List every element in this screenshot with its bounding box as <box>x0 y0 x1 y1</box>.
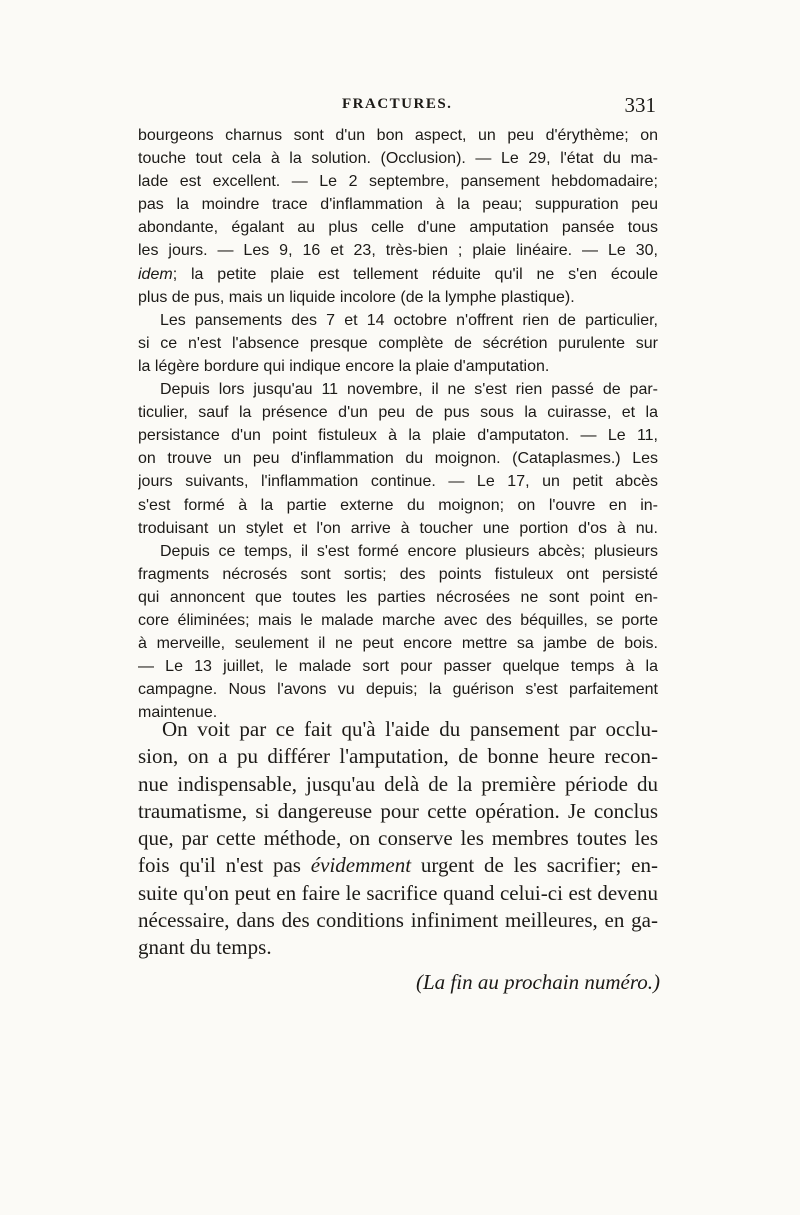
text-line: nécessaire, dans des conditions infiniment meilleures, en ga- <box>138 908 658 933</box>
text-line-evidemment <box>138 852 658 879</box>
text-line: ticulier, sauf la présence d'un peu de pus sous la cuirasse, et la <box>138 404 658 422</box>
text-line: campagne. Nous l'avons vu depuis; la guérison s'est parfaitement <box>138 681 658 699</box>
text-line: touche tout cela à la solution. (Occlusion). — Le 29, l'état du ma- <box>138 150 658 168</box>
text-line: maintenue. <box>138 704 218 722</box>
text-line: fragments nécrosés sont sortis; des points fistuleux ont persisté <box>138 565 658 583</box>
text-line: plus de pus, mais un liquide incolore (de la lymphe plastique). <box>138 288 575 306</box>
text-line: troduisant un stylet et l'on arrive à toucher une portion d'os à nu. <box>138 519 658 537</box>
text-line: bourgeons charnus sont d'un bon aspect, un peu d'érythème; on <box>138 127 658 144</box>
text-line: pas la moindre trace d'inflammation à la peau; suppuration peu <box>138 196 658 214</box>
page-header <box>138 93 658 124</box>
evidemment-word: évidemment <box>310 853 412 878</box>
line6-before: fois qu'il n'est pas <box>138 853 311 878</box>
text-line: suite qu'on peut en faire le sacrifice quand celui-ci est devenu <box>138 880 658 905</box>
text-line: On voit par ce fait qu'à l'aide du pansement par occlu- <box>162 717 658 741</box>
case-report-text <box>138 124 658 724</box>
text-line: si ce n'est l'absence presque complète de sécrétion purulente sur <box>138 334 658 352</box>
continuation-note: (La fin au prochain numéro.) <box>415 970 660 994</box>
text-line: persistance d'un point fistuleux à la plaie d'amputaton. — Le 11, <box>138 427 658 445</box>
text-line: lade est excellent. — Le 2 septembre, pansement hebdomadaire; <box>138 173 658 191</box>
idem-rest: ; la petite plaie est tellement réduite qu'il ne s'en écoule <box>172 265 658 283</box>
text-line: que, par cette méthode, on conserve les membres toutes les <box>138 826 658 851</box>
text-line: qui annoncent que toutes les parties nécrosées ne sont point en- <box>138 588 658 606</box>
running-title: FRACTURES. <box>342 96 453 112</box>
text-line: Depuis ce temps, il s'est formé encore plusieurs abcès; plusieurs <box>160 542 658 560</box>
conclusion-paragraph <box>138 716 658 962</box>
idem-word: idem <box>138 265 173 283</box>
text-line: la légère bordure qui indique encore la plaie d'amputation. <box>138 357 550 375</box>
text-line: à merveille, seulement il ne peut encore mettre sa jambe de bois. <box>138 635 658 653</box>
text-line: sion, on a pu différer l'amputation, de bonne heure recon- <box>138 744 658 769</box>
text-line: nue indispensable, jusqu'au delà de la première période du <box>138 771 658 796</box>
text-line-idem <box>138 263 658 286</box>
text-line: Les pansements des 7 et 14 octobre n'offrent rien de particulier, <box>160 311 658 329</box>
text-line: abondante, égalant au plus celle d'une amputation pansée tous <box>138 219 658 237</box>
text-line: traumatisme, si dangereuse pour cette opération. Je conclus <box>138 798 658 823</box>
page-number: 331 <box>624 93 656 117</box>
text-line: core éliminées; mais le malade marche avec des béquilles, se porte <box>138 611 658 629</box>
text-line: s'est formé à la partie externe du moignon; on l'ouvre en in- <box>138 496 658 514</box>
line6-after: urgent de les sacrifier; en- <box>411 853 658 878</box>
text-line: — Le 13 juillet, le malade sort pour passer quelque temps à la <box>138 658 658 676</box>
text-line: on trouve un peu d'inflammation du moignon. (Cataplasmes.) Les <box>138 450 658 468</box>
text-line: les jours. — Les 9, 16 et 23, très-bien ; plaie linéaire. — Le 30, <box>138 242 658 260</box>
text-line: jours suivants, l'inflammation continue. — Le 17, un petit abcès <box>138 473 658 491</box>
text-line: gnant du temps. <box>138 935 272 960</box>
text-line: Depuis lors jusqu'au 11 novembre, il ne s'est rien passé de par- <box>160 381 658 399</box>
